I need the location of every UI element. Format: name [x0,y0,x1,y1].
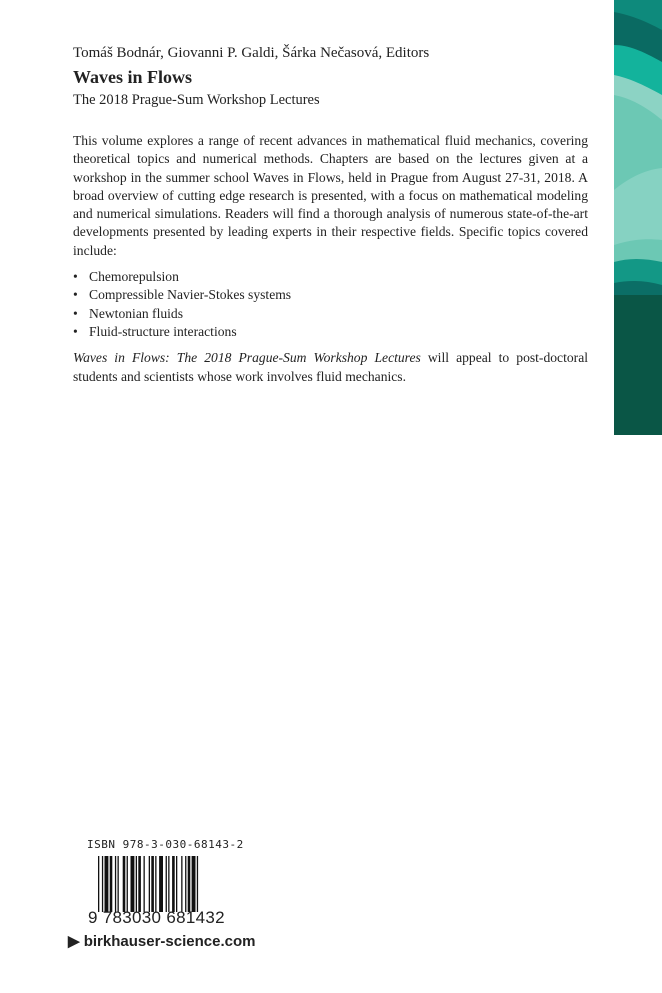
barcode-bar [166,856,167,912]
closing-text: will appeal to post-doctoral students and scientists whose work involves fluid mechanics. [73,350,589,384]
barcode-bar [168,856,169,912]
barcode-bar [192,856,196,912]
barcode-number: 9 783030 681432 [88,908,225,927]
decorative-wave-strip [614,0,662,435]
barcode-bar [188,856,191,912]
publisher-link[interactable] [68,932,255,950]
barcode-bar [197,856,198,912]
barcode-bar [131,856,135,912]
barcode [98,856,226,912]
closing-title: Waves in Flows: The 2018 Prague-Sum Workshop Lectures [73,350,421,366]
book-subtitle: The 2018 Prague-Sum Workshop Lectures [73,92,320,108]
topic-item: • Newtonian fluids [73,305,588,323]
barcode-bar [118,856,119,912]
editors: Tomáš Bodnár, Giovanni P. Galdi, Šárka Nečasová, Editors [73,45,430,61]
topics-list [73,268,588,341]
barcode-bar [110,856,113,912]
book-title: Waves in Flows [73,67,193,87]
arrow-right-icon: ▶ [68,933,84,950]
barcode-bar [115,856,116,912]
barcode-bar [185,856,186,912]
barcode-bar [105,856,109,912]
barcode-bar [181,856,182,912]
barcode-bar [149,856,150,912]
isbn: ISBN 978-3-030-68143-2 [87,838,244,851]
barcode-bar [138,856,141,912]
barcode-bar [176,856,177,912]
barcode-bar [98,856,99,912]
barcode-bar [102,856,103,912]
barcode-bar [127,856,128,912]
barcode-bar [155,856,156,912]
publisher-url: birkhauser-science.com [83,933,256,950]
barcode-bar [159,856,163,912]
topic-item: • Fluid-structure interactions [73,323,588,341]
closing-paragraph [73,349,588,386]
blurb [73,132,588,386]
barcode-bar [144,856,145,912]
barcode-bar [172,856,175,912]
barcode-bar [136,856,137,912]
topic-item: • Compressible Navier-Stokes systems [73,286,588,304]
description: This volume explores a range of recent advances in mathematical fluid mechanics, covering theoretical topics and numerical methods. Chapters are based on the lectures given at a workshop in the summer school Waves in Flows, held in Prague from August 27-31, 2018. A broad overview of cutting edge research is presented, with a focus on mathematical modeling and numerical simulations. Readers will find a thorough analysis of numerous state-of-the-art developments presented by leading experts in their respective fields. Specific topics covered include: [73,133,588,258]
barcode-bar [123,856,126,912]
barcode-bar [151,856,154,912]
topic-item: • Chemorepulsion [73,268,588,286]
